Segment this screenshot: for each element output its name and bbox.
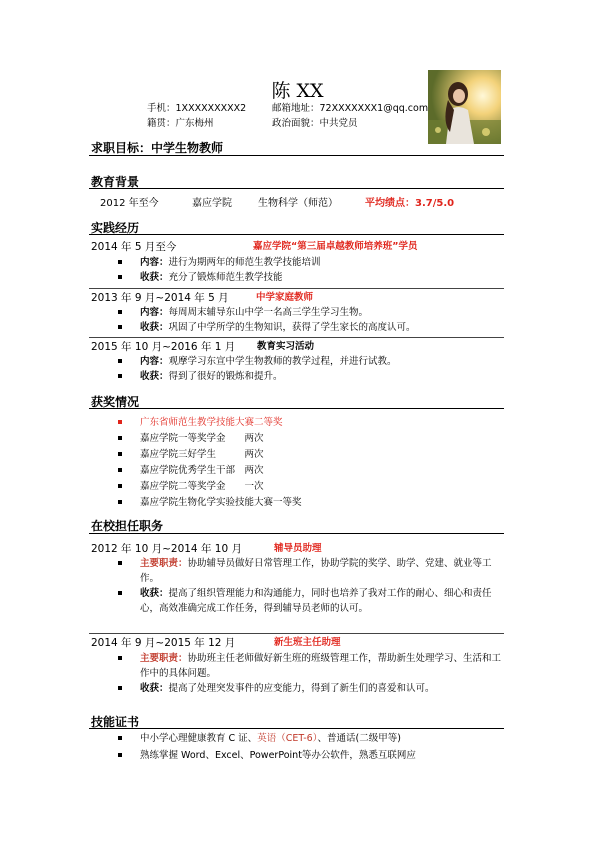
bullet-dot [118, 736, 122, 740]
bullet-dot [118, 686, 122, 690]
award-item: 嘉应学院三好学生 两次 [140, 447, 508, 462]
bullet-dot [118, 561, 122, 565]
practice-entry-2-divider [89, 337, 504, 338]
bullet-dot [118, 452, 122, 456]
political-line [272, 117, 358, 131]
skill-item: 熟练掌握 Word、Excel、PowerPoint等办公软件，熟悉互联网应 [140, 748, 508, 763]
duties-divider [89, 533, 504, 534]
bullet-dot [118, 359, 122, 363]
duty-entry-2-responsibility: 主要职责：协助班主任老师做好新生班的班级管理工作，帮助新生处理学习、生活和工作中的具体问题。 [140, 651, 508, 681]
practice-entry-3-title: 教育实习活动 [257, 341, 315, 352]
job-objective: 求职目标：中学生物教师 [91, 141, 224, 155]
award-item: 嘉应学院优秀学生干部 两次 [140, 463, 508, 478]
bullet-dot [118, 591, 122, 595]
political-value: 中共党员 [319, 118, 358, 129]
practice-entry-1-content: 内容：进行为期两年的师范生教学技能培训 [140, 255, 508, 270]
bullet-dot [118, 260, 122, 264]
education-gpa: 平均绩点：3.7/5.0 [365, 198, 455, 209]
email-line [272, 102, 428, 116]
duty-entry-1-divider [89, 633, 504, 634]
award-item: 嘉应学院生物化学实验技能大赛一等奖 [140, 495, 508, 510]
education-major: 生物科学（师范） [258, 198, 338, 209]
objective-divider [89, 155, 504, 156]
practice-heading: 实践经历 [91, 221, 140, 235]
duty-entry-1-gain: 收获：提高了组织管理能力和沟通能力，同时也培养了我对工作的耐心、细心和责任心，高效准确完成工作任务，得到辅导员老师的认可。 [140, 586, 508, 616]
practice-entry-3-gain: 收获：得到了很好的锻炼和提升。 [140, 369, 508, 384]
bullet-dot [118, 275, 122, 279]
awards-heading: 获奖情况 [91, 395, 140, 409]
practice-entry-1-divider [89, 288, 504, 289]
bullet-dot [118, 310, 122, 314]
phone-line [147, 102, 246, 116]
duty-entry-2-date: 2014 年 9 月~2015 年 12 月 [91, 637, 236, 649]
skills-heading: 技能证书 [91, 715, 140, 729]
education-divider [89, 188, 504, 189]
email-label: 邮箱地址： [272, 103, 320, 114]
skills-divider [89, 728, 504, 729]
practice-entry-1-title: 嘉应学院“第三届卓越教师培养班”学员 [253, 241, 418, 252]
practice-entry-3-content: 内容：观摩学习东宣中学生物教师的教学过程，并进行试教。 [140, 354, 508, 369]
bullet-dot [118, 436, 122, 440]
award-item: 嘉应学院一等奖学金 两次 [140, 431, 508, 446]
duty-entry-2-title: 新生班主任助理 [274, 637, 341, 648]
duty-entry-1-responsibility: 主要职责：协助辅导员做好日常管理工作，协助学院的奖学、助学、党建、就业等工作。 [140, 556, 508, 586]
bullet-dot [118, 325, 122, 329]
origin-value: 广东梅州 [175, 118, 214, 129]
bullet-dot [118, 484, 122, 488]
practice-entry-1-date: 2014 年 5 月至今 [91, 241, 177, 253]
bullet-dot [118, 374, 122, 378]
phone-label: 手机： [147, 103, 176, 114]
practice-divider [89, 234, 504, 235]
bullet-dot [118, 753, 122, 757]
education-school: 嘉应学院 [192, 198, 232, 209]
political-label: 政治面貌： [272, 118, 320, 129]
bullet-dot [118, 656, 122, 660]
phone-value: 1XXXXXXXXX2 [175, 103, 247, 114]
education-heading: 教育背景 [91, 175, 140, 189]
bullet-dot [118, 500, 122, 504]
award-item: 广东省师范生教学技能大赛二等奖 [140, 415, 508, 430]
practice-entry-2-gain: 收获：巩固了中学所学的生物知识，获得了学生家长的高度认可。 [140, 320, 508, 335]
origin-line [147, 117, 214, 131]
practice-entry-2-date: 2013 年 9 月~2014 年 5 月 [91, 292, 229, 304]
bullet-dot [118, 468, 122, 472]
skill-item: 中小学心理健康教育 C 证、英语（CET-6）、普通话(二级甲等) [140, 731, 508, 746]
awards-divider [89, 408, 504, 409]
duty-entry-1-date: 2012 年 10 月~2014 年 10 月 [91, 543, 242, 555]
education-period: 2012 年至今 [100, 198, 159, 209]
bullet-dot [118, 420, 122, 424]
duty-entry-1-title: 辅导员助理 [274, 543, 322, 554]
practice-entry-3-date: 2015 年 10 月~2016 年 1 月 [91, 341, 236, 353]
profile-photo [428, 70, 501, 144]
practice-entry-2-content: 内容：每周周末辅导东山中学一名高三学生学习生物。 [140, 305, 508, 320]
origin-label: 籍贯： [147, 118, 176, 129]
duty-entry-2-gain: 收获：提高了处理突发事件的应变能力，得到了新生们的喜爱和认可。 [140, 681, 508, 696]
practice-entry-1-gain: 收获：充分了锻炼师范生教学技能 [140, 270, 508, 285]
candidate-name: 陈 XX [271, 80, 324, 102]
duties-heading: 在校担任职务 [91, 519, 164, 533]
email-value: 72XXXXXXX1@qq.com [319, 103, 429, 114]
award-item: 嘉应学院二等奖学金 一次 [140, 479, 508, 494]
practice-entry-2-title: 中学家庭教师 [256, 292, 314, 303]
